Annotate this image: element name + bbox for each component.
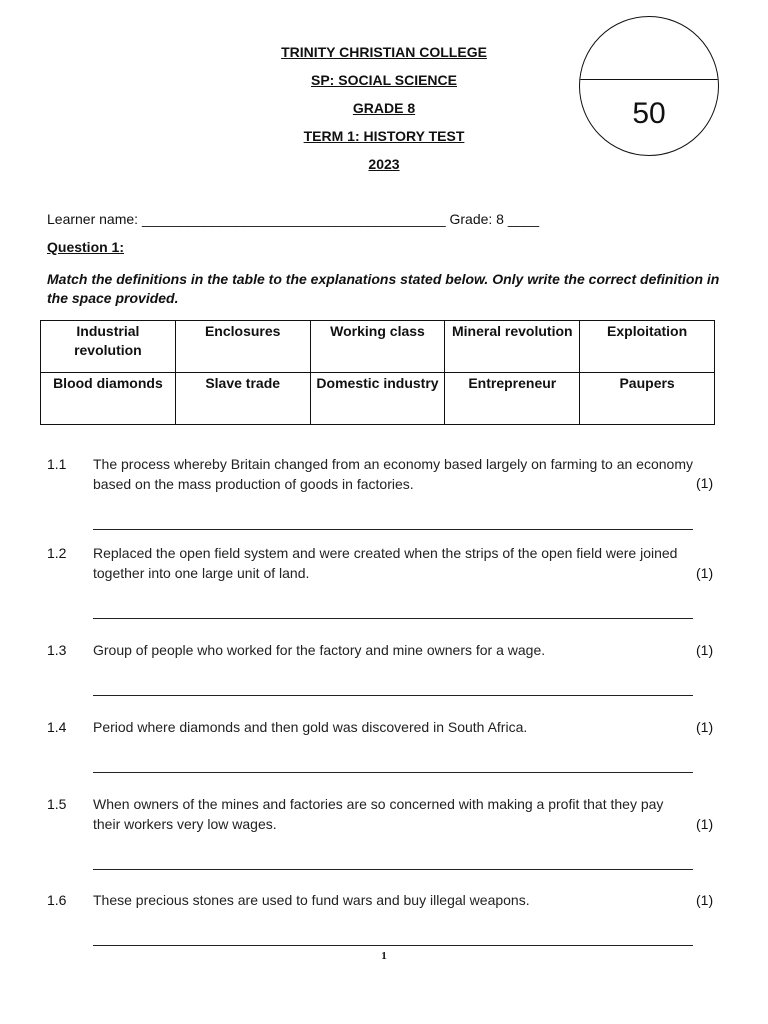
page-number: 1 bbox=[381, 950, 387, 962]
item-number: 1.3 bbox=[47, 642, 67, 658]
item-number: 1.5 bbox=[47, 796, 67, 812]
table-cell: Domestic industry bbox=[310, 373, 445, 425]
item-text: These precious stones are used to fund wars and buy illegal weapons. bbox=[93, 892, 530, 908]
year-title: 2023 bbox=[368, 156, 400, 172]
item-number: 1.6 bbox=[47, 892, 67, 908]
test-title: TERM 1: HISTORY TEST bbox=[303, 128, 465, 144]
question-instruction: Match the definitions in the table to the explanations stated below. Only write the correct definition in the space provided. bbox=[47, 271, 720, 306]
item-number: 1.1 bbox=[47, 456, 67, 472]
item-number: 1.2 bbox=[47, 545, 67, 561]
table-cell: Working class bbox=[310, 321, 445, 373]
table-row bbox=[41, 373, 715, 425]
item-number: 1.4 bbox=[47, 719, 67, 735]
table-cell: Exploitation bbox=[580, 321, 715, 373]
answer-line[interactable] bbox=[93, 772, 693, 773]
question-heading: Question 1: bbox=[47, 239, 125, 255]
answer-line[interactable] bbox=[93, 529, 693, 530]
table-cell: Paupers bbox=[580, 373, 715, 425]
definitions-table bbox=[40, 320, 715, 425]
score-divider bbox=[580, 79, 718, 80]
table-cell: Entrepreneur bbox=[445, 373, 580, 425]
table-cell: Enclosures bbox=[175, 321, 310, 373]
table-cell: Mineral revolution bbox=[445, 321, 580, 373]
item-marks: (1) bbox=[696, 565, 714, 581]
answer-line[interactable] bbox=[93, 695, 693, 696]
answer-line[interactable] bbox=[93, 869, 693, 870]
item-text: When owners of the mines and factories are so concerned with making a profit that they pay their workers very low wages. bbox=[93, 796, 664, 832]
grade-title: GRADE 8 bbox=[352, 100, 416, 116]
score-circle bbox=[579, 16, 719, 156]
table-row bbox=[41, 321, 715, 373]
answer-line[interactable] bbox=[93, 618, 693, 619]
item-marks: (1) bbox=[696, 719, 714, 735]
item-marks: (1) bbox=[696, 642, 714, 658]
table-cell: Industrial revolution bbox=[41, 321, 176, 373]
table-cell: Blood diamonds bbox=[41, 373, 176, 425]
learner-name-grade-line: Learner name: _______________________________________ Grade: 8 ____ bbox=[47, 211, 540, 227]
answer-line[interactable] bbox=[93, 945, 693, 946]
item-marks: (1) bbox=[696, 892, 714, 908]
table-cell: Slave trade bbox=[175, 373, 310, 425]
item-marks: (1) bbox=[696, 816, 714, 832]
item-text: The process whereby Britain changed from an economy based largely on farming to an economy based on the mass production of goods in factories. bbox=[93, 456, 693, 492]
item-text: Replaced the open field system and were created when the strips of the open field were joined together into one large unit of land. bbox=[93, 545, 678, 581]
item-text: Group of people who worked for the factory and mine owners for a wage. bbox=[93, 642, 546, 658]
item-text: Period where diamonds and then gold was discovered in South Africa. bbox=[93, 719, 528, 735]
score-total: 50 bbox=[632, 97, 666, 130]
item-marks: (1) bbox=[696, 475, 714, 491]
subject-title: SP: SOCIAL SCIENCE bbox=[311, 72, 457, 88]
school-name: TRINITY CHRISTIAN COLLEGE bbox=[281, 44, 487, 60]
